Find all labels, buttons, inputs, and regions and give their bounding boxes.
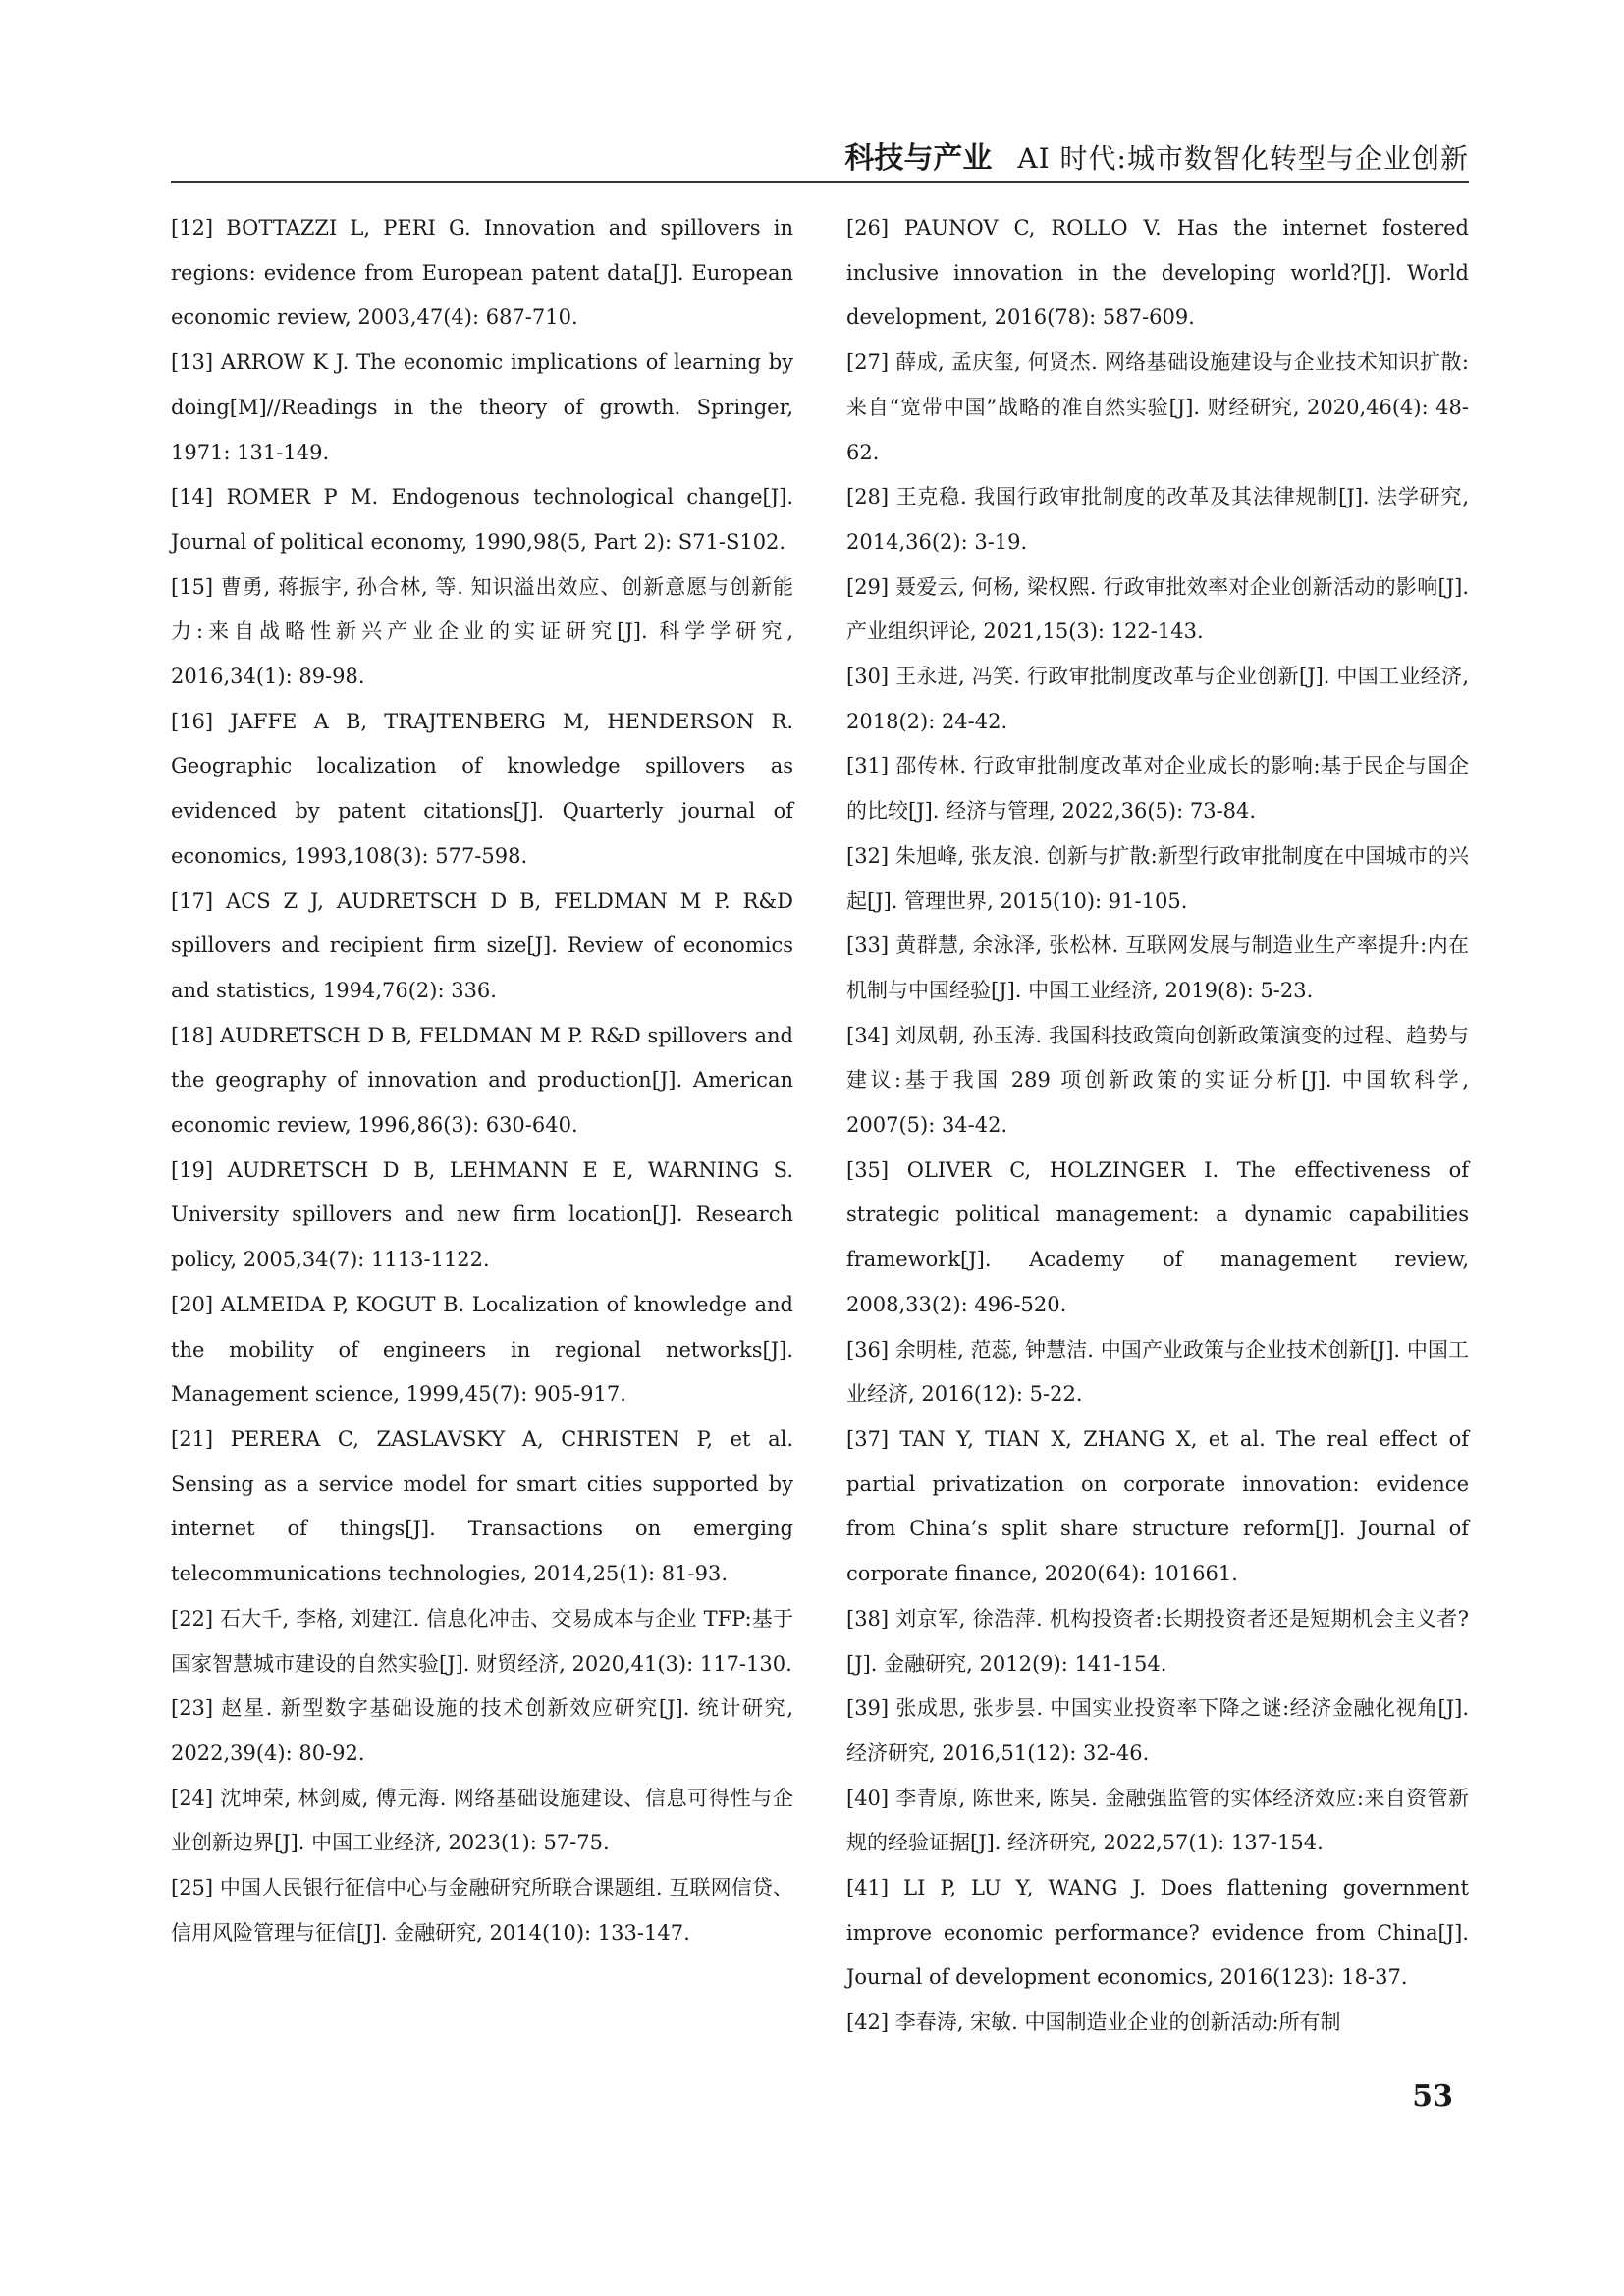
reference-20: [20] ALMEIDA P, KOGUT B. Localization of knowledge and the mobility of engineers in regional networks[J]. Management science, 1999,45(7): 905-917. [171,1292,793,1407]
reference-41: [41] LI P, LU Y, WANG J. Does flattening government improve economic performance? evidence from China[J]. Journal of development economics, 2016(123): 18-37. [846,1876,1469,1990]
references-right-column [846,206,1469,2046]
reference-12: [12] BOTTAZZI L, PERI G. Innovation and spillovers in regions: evidence from European patent data[J]. European economic review, 2003,47(4): 687-710. [171,216,793,330]
reference-30: [30] 王永进, 冯笑. 行政审批制度改革与企业创新[J]. 中国工业经济, 2018(2): 24-42. [846,665,1469,733]
reference-22: [22] 石大千, 李格, 刘建江. 信息化冲击、交易成本与企业 TFP:基于国家智慧城市建设的自然实验[J]. 财贸经济, 2020,41(3): 117-130. [171,1606,793,1676]
reference-42: [42] 李春涛, 宋敏. 中国制造业企业的创新活动:所有制 [846,2010,1341,2035]
reference-34: [34] 刘凤朝, 孙玉涛. 我国科技政策向创新政策演变的过程、趋势与建议:基于我国 289 项创新政策的实证分析[J]. 中国软科学, 2007(5): 34-42. [846,1023,1469,1138]
reference-14: [14] ROMER P M. Endogenous technological change[J]. Journal of political economy, 1990,98(5, Part 2): S71-S102. [171,485,793,554]
reference-18: [18] AUDRETSCH D B, FELDMAN M P. R&D spillovers and the geography of innovation and production[J]. American economic review, 1996,86(3): 630-640. [171,1023,793,1138]
running-header [171,126,1469,183]
reference-28: [28] 王克稳. 我国行政审批制度的改革及其法律规制[J]. 法学研究, 2014,36(2): 3-19. [846,485,1469,554]
reference-21: [21] PERERA C, ZASLAVSKY A, CHRISTEN P, et al. Sensing as a service model for smart cities supported by internet of things[J]. Transactions on emerging telecommunications technologies, 2014,25(1): 81-93. [171,1426,793,1586]
reference-35: [35] OLIVER C, HOLZINGER I. The effectiveness of strategic political management: a dynamic capabilities framework[J]. Academy of management review, 2008,33(2): 496-520. [846,1157,1469,1316]
reference-16: [16] JAFFE A B, TRAJTENBERG M, HENDERSON R. Geographic localization of knowledge spillovers as evidenced by patent citations[J]. Quarterly journal of economics, 1993,108(3): 577-598. [171,709,793,868]
header-right [844,133,1469,177]
reference-32: [32] 朱旭峰, 张友浪. 创新与扩散:新型行政审批制度在中国城市的兴起[J]. 管理世界, 2015(10): 91-105. [846,843,1469,913]
reference-27: [27] 薛成, 孟庆玺, 何贤杰. 网络基础设施建设与企业技术知识扩散:来自“宽带中国”战略的准自然实验[J]. 财经研究, 2020,46(4): 48-62. [846,350,1469,464]
reference-24: [24] 沈坤荣, 林剑威, 傅元海. 网络基础设施建设、信息可得性与企业创新边界[J]. 中国工业经济, 2023(1): 57-75. [171,1786,793,1855]
reference-31: [31] 邵传林. 行政审批制度改革对企业成长的影响:基于民企与国企的比较[J]. 经济与管理, 2022,36(5): 73-84. [846,754,1469,824]
reference-29: [29] 聂爱云, 何杨, 梁权熙. 行政审批效率对企业创新活动的影响[J]. 产业组织评论, 2021,15(3): 122-143. [846,574,1469,644]
reference-23: [23] 赵星. 新型数字基础设施的技术创新效应研究[J]. 统计研究, 2022,39(4): 80-92. [171,1696,793,1765]
reference-25: [25] 中国人民银行征信中心与金融研究所联合课题组. 互联网信贷、信用风险管理与征信[J]. 金融研究, 2014(10): 133-147. [171,1876,793,1945]
references-left-column [171,206,793,1955]
journal-name: 科技与产业 [844,141,993,176]
section-title: AI 时代:城市数智化转型与企业创新 [1017,142,1469,175]
reference-38: [38] 刘京军, 徐浩萍. 机构投资者:长期投资者还是短期机会主义者?[J]. 金融研究, 2012(9): 141-154. [846,1606,1469,1676]
reference-40: [40] 李青原, 陈世来, 陈昊. 金融强监管的实体经济效应:来自资管新规的经验证据[J]. 经济研究, 2022,57(1): 137-154. [846,1786,1469,1855]
reference-26: [26] PAUNOV C, ROLLO V. Has the internet fostered inclusive innovation in the developing world?[J]. World development, 2016(78): 587-609. [846,216,1469,330]
reference-19: [19] AUDRETSCH D B, LEHMANN E E, WARNING S. University spillovers and new firm location[J]. Research policy, 2005,34(7): 1113-1122. [171,1157,793,1272]
reference-39: [39] 张成思, 张步昙. 中国实业投资率下降之谜:经济金融化视角[J]. 经济研究, 2016,51(12): 32-46. [846,1696,1469,1765]
reference-33: [33] 黄群慧, 余泳泽, 张松林. 互联网发展与制造业生产率提升:内在机制与中国经验[J]. 中国工业经济, 2019(8): 5-23. [846,934,1469,1002]
reference-36: [36] 余明桂, 范蕊, 钟慧洁. 中国产业政策与企业技术创新[J]. 中国工业经济, 2016(12): 5-22. [846,1337,1469,1407]
page-number: 53 [1412,2079,1453,2113]
reference-13: [13] ARROW K J. The economic implications of learning by doing[M]//Readings in the theory of growth. Springer, 1971: 131-149. [171,350,793,464]
reference-15: [15] 曹勇, 蒋振宇, 孙合林, 等. 知识溢出效应、创新意愿与创新能力:来自战略性新兴产业企业的实证研究[J]. 科学学研究, 2016,34(1): 89-98. [171,574,793,689]
reference-37: [37] TAN Y, TIAN X, ZHANG X, et al. The real effect of partial privatization on corporate innovation: evidence from China’s split share structure reform[J]. Journal of corporate finance, 2020(64): 101661. [846,1426,1469,1586]
reference-17: [17] ACS Z J, AUDRETSCH D B, FELDMAN M P. R&D spillovers and recipient firm size[J]. Review of economics and statistics, 1994,76(2): 336. [171,888,793,1002]
